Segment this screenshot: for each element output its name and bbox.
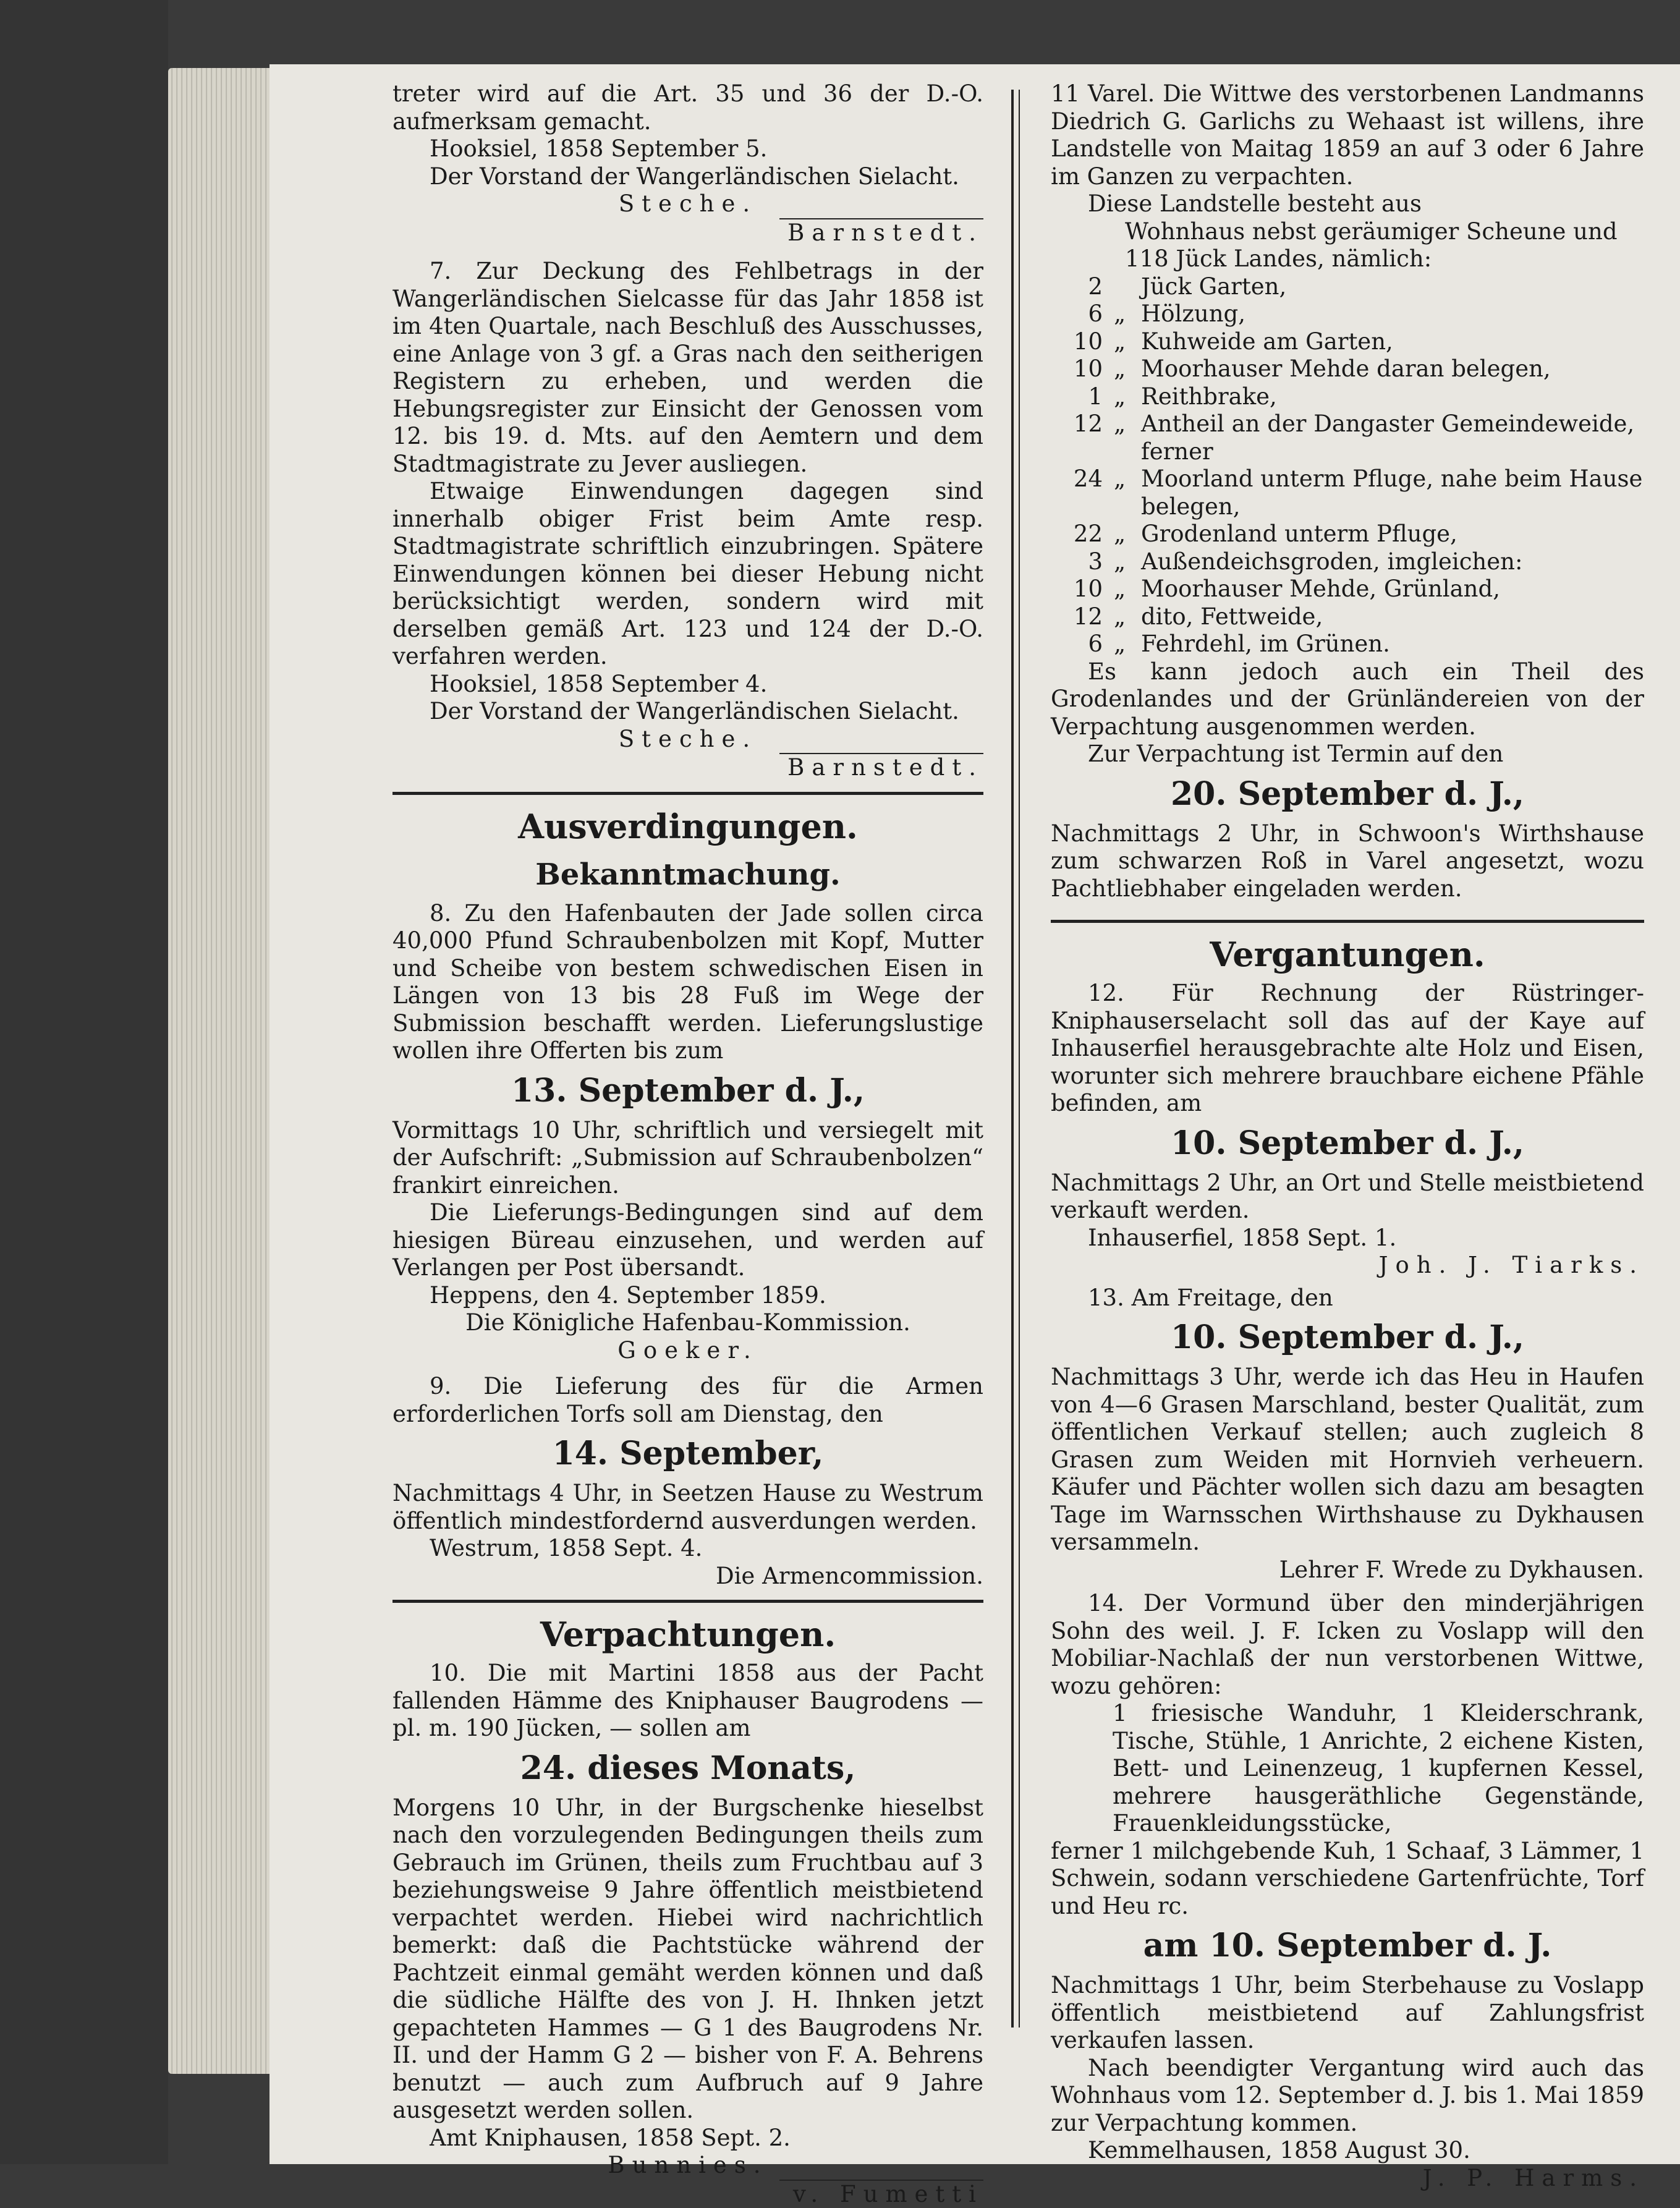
dateline: Kemmelhausen, 1858 August 30.	[1051, 2137, 1644, 2165]
notice-8: 8. Zu den Hafenbauten der Jade sollen circa 40,000 Pfund Schraubenbolzen mit Kopf, Mutter und Scheibe von bestem schwedischen Eisen in Längen von 13 bis 28 Fuß im Wege der Submission beschafft werden. Lieferungslustige wollen ihre Offerten bis zum	[392, 900, 983, 1065]
signature: Steche.	[392, 726, 983, 754]
notice-11-exception: Es kann jedoch auch ein Theil des Grodenlandes und der Grünländereien von der Verpachtung ausgenommen werden.	[1051, 658, 1644, 741]
notice-10: 10. Die mit Martini 1858 aus der Pacht fallenden Hämme des Kniphauser Baugrodens — pl. m. 190 Jücken, — sollen am	[392, 1660, 983, 1743]
notice-10-terms: Morgens 10 Uhr, in der Burgschenke hieselbst nach den vorzulegenden Bedingungen theils zum Gebrauch im Grünen, theils zum Fruchtbau auf 3 beziehungsweise 9 Jahre öffentlich meistbietend verpachtet werden. Hiebei wird nachrichtlich bemerkt: daß die Pachtstücke während der Pachtzeit einmal gemäht werden können und daß die südliche Hälfte des von J. H. Ihnken jetzt gepachteten Hammes — G 1 des Baugrodens Nr. II. und der Hamm G 2 — bisher von F. A. Behrens benutzt — auch zum Aufbruch auf 9 Jahre ausgesetzt werden sollen.	[392, 1794, 983, 2125]
date-highlight: 10. September d. J.,	[1051, 1315, 1644, 1360]
signature: Barnstedt.	[392, 754, 983, 782]
signature: Lehrer F. Wrede zu Dykhausen.	[1051, 1556, 1644, 1584]
notice-11: 11 Varel. Die Wittwe des verstorbenen Landmanns Diedrich G. Garlichs zu Wehaast ist willens, ihre Landstelle von Maitag 1859 an auf 3 oder 6 Jahre im Ganzen zu verpachten.	[1051, 80, 1644, 190]
list-item: 6 „ Fehrdehl, im Grünen.	[1051, 631, 1644, 658]
list-item: 12 „ dito, Fettweide,	[1051, 603, 1644, 631]
dateline: Amt Kniphausen, 1858 Sept. 2.	[392, 2125, 983, 2152]
list-item: 2 Jück Garten,	[1051, 273, 1644, 301]
land-list	[1051, 273, 1644, 658]
notice-9-terms: Nachmittags 4 Uhr, in Seetzen Hause zu Westrum öffentlich mindestfordernd ausverdungen werden.	[392, 1480, 983, 1535]
notice-8-terms: Vormittags 10 Uhr, schriftlich und versiegelt mit der Aufschrift: „Submission auf Schraubenbolzen“ frankirt einreichen.	[392, 1117, 983, 1200]
date-highlight: am 10. September d. J.	[1051, 1924, 1644, 1968]
section-heading: Ausverdingungen.	[392, 804, 983, 849]
section-rule	[392, 792, 983, 795]
notice-13-terms: Nachmittags 3 Uhr, werde ich das Heu in Haufen von 4—6 Grasen Marschland, bester Qualität, zum öffentlichen Verkauf stellen; auch zugleich 8 Grasen zum Weiden mit Hornvieh verheuern. Käufer und Pächter wollen sich dazu am besagten Tage im Warnsschen Wirthshause zu Dykhausen versammeln.	[1051, 1364, 1644, 1556]
notice-14-lease: Nach beendigter Vergantung wird auch das Wohnhaus vom 12. September d. J. bis 1. Mai 1859 zur Verpachtung kommen.	[1051, 2055, 1644, 2138]
section-rule	[392, 1600, 983, 1603]
signature: Joh. J. Tiarks.	[1051, 1252, 1644, 1280]
list-item: 10 „ Kuhweide am Garten,	[1051, 328, 1644, 356]
signature: Bunnies.	[392, 2152, 983, 2180]
estate-items-2: ferner 1 milchgebende Kuh, 1 Schaaf, 3 Lämmer, 1 Schwein, sodann verschiedene Gartenfrüchte, Torf und Heu rc.	[1051, 1838, 1644, 1921]
date-highlight: 20. September d. J.,	[1051, 772, 1644, 817]
page-edges	[168, 68, 273, 2074]
date-highlight: 13. September d. J.,	[392, 1069, 983, 1113]
notice-14-terms: Nachmittags 1 Uhr, beim Sterbehause zu Voslapp öffentlich meistbietend auf Zahlungsfrist verkaufen lassen.	[1051, 1972, 1644, 2055]
notice-7: 7. Zur Deckung des Fehlbetrags in der Wangerländischen Sielcasse für das Jahr 1858 ist im 4ten Quartale, nach Beschluß des Ausschusses, eine Anlage von 3 gf. a Gras nach den seitherigen Registern zu erheben, und werden die Hebungsregister zur Einsicht der Genossen vom 12. bis 19. d. Mts. auf den Aemtern und dem Stadtmagistrate zu Jever ausliegen.	[392, 258, 983, 478]
issuer: Die Armencommission.	[392, 1563, 983, 1590]
list-item: 12 „ Antheil an der Dangaster Gemeindeweide, ferner	[1051, 410, 1644, 465]
notice-9: 9. Die Lieferung des für die Armen erforderlichen Torfs soll am Dienstag, den	[392, 1373, 983, 1428]
date-highlight: 10. September d. J.,	[1051, 1121, 1644, 1166]
book-spine	[0, 0, 168, 2164]
list-item: 1 „ Reithbrake,	[1051, 383, 1644, 411]
notice-12: 12. Für Rechnung der Rüstringer-Kniphauserselacht soll das auf der Kaye auf Inhauserfiel herausgebrachte alte Holz und Eisen, worunter sich mehrere brauchbare eichene Pfähle befinden, am	[1051, 980, 1644, 1118]
notice-12-terms: Nachmittags 2 Uhr, an Ort und Stelle meistbietend verkauft werden.	[1051, 1170, 1644, 1225]
notice-11-house: Wohnhaus nebst geräumiger Scheune und	[1051, 218, 1644, 246]
list-item: 22 „ Grodenland unterm Pfluge,	[1051, 520, 1644, 548]
notice-11-place: Nachmittags 2 Uhr, in Schwoon's Wirthshause zum schwarzen Roß in Varel angesetzt, wozu Pachtliebhaber eingeladen werden.	[1051, 820, 1644, 903]
notice-11-land: 118 Jück Landes, nämlich:	[1051, 245, 1644, 273]
section-heading: Vergantungen.	[1051, 932, 1644, 977]
signature: v. Fumetti	[392, 2181, 983, 2208]
date-highlight: 24. dieses Monats,	[392, 1746, 983, 1791]
notice-8-conditions: Die Lieferungs-Bedingungen sind auf dem hiesigen Büreau einzusehen, und werden auf Verlangen per Post übersandt.	[392, 1199, 983, 1282]
list-item: 10 „ Moorhauser Mehde, Grünland,	[1051, 575, 1644, 603]
notice-13: 13. Am Freitage, den	[1051, 1284, 1644, 1312]
list-item: 24 „ Moorland unterm Pfluge, nahe beim Hause belegen,	[1051, 465, 1644, 520]
signature: Steche.	[392, 190, 983, 218]
signature: Goeker.	[392, 1337, 983, 1365]
list-item: 3 „ Außendeichsgroden, imgleichen:	[1051, 548, 1644, 576]
dateline: Westrum, 1858 Sept. 4.	[392, 1535, 983, 1563]
date-highlight: 14. September,	[392, 1432, 983, 1476]
dateline: Hooksiel, 1858 September 4.	[392, 671, 983, 698]
signature: J. P. Harms.	[1051, 2165, 1644, 2193]
dateline: Hooksiel, 1858 September 5.	[392, 135, 983, 163]
list-item: 10 „ Moorhauser Mehde daran belegen,	[1051, 355, 1644, 383]
issuer: Die Königliche Hafenbau-Kommission.	[392, 1309, 983, 1337]
notice-11-intro: Diese Landstelle besteht aus	[1051, 190, 1644, 218]
subheading: Bekanntmachung.	[392, 852, 983, 898]
dateline: Heppens, den 4. September 1859.	[392, 1282, 983, 1310]
issuer: Der Vorstand der Wangerländischen Sielacht.	[392, 163, 983, 191]
estate-items: 1 friesische Wanduhr, 1 Kleiderschrank, Tische, Stühle, 1 Anrichte, 2 eichene Kisten, Bett- und Leinenzeug, 1 kupfernen Kessel, mehrere hausgeräthliche Gegenstände, Frauenkleidungsstücke,	[1051, 1700, 1644, 1838]
section-rule	[1051, 920, 1644, 923]
left-column	[392, 80, 983, 2208]
issuer: Der Vorstand der Wangerländischen Sielacht.	[392, 698, 983, 726]
notice-11-term: Zur Verpachtung ist Termin auf den	[1051, 741, 1644, 768]
dateline: Inhauserfiel, 1858 Sept. 1.	[1051, 1225, 1644, 1252]
notice-14: 14. Der Vormund über den minderjährigen Sohn des weil. J. F. Icken zu Voslapp will den Mobiliar-Nachlaß der nun verstorbenen Wittwe, wozu gehören:	[1051, 1590, 1644, 1700]
list-item: 6 „ Hölzung,	[1051, 300, 1644, 328]
column-divider	[1011, 90, 1014, 2028]
notice-7-objections: Etwaige Einwendungen dagegen sind innerhalb obiger Frist beim Amte resp. Stadtmagistrate schriftlich einzubringen. Spätere Einwendungen können bei dieser Hebung nicht berücksichtigt werden, sondern wird mit derselben gemäß Art. 123 und 124 der D.-O. verfahren werden.	[392, 478, 983, 671]
right-column	[1051, 80, 1644, 2192]
signature: Barnstedt.	[392, 219, 983, 247]
notice-continuation: treter wird auf die Art. 35 und 36 der D.-O. aufmerksam gemacht.	[392, 80, 983, 135]
section-heading: Verpachtungen.	[392, 1611, 983, 1657]
